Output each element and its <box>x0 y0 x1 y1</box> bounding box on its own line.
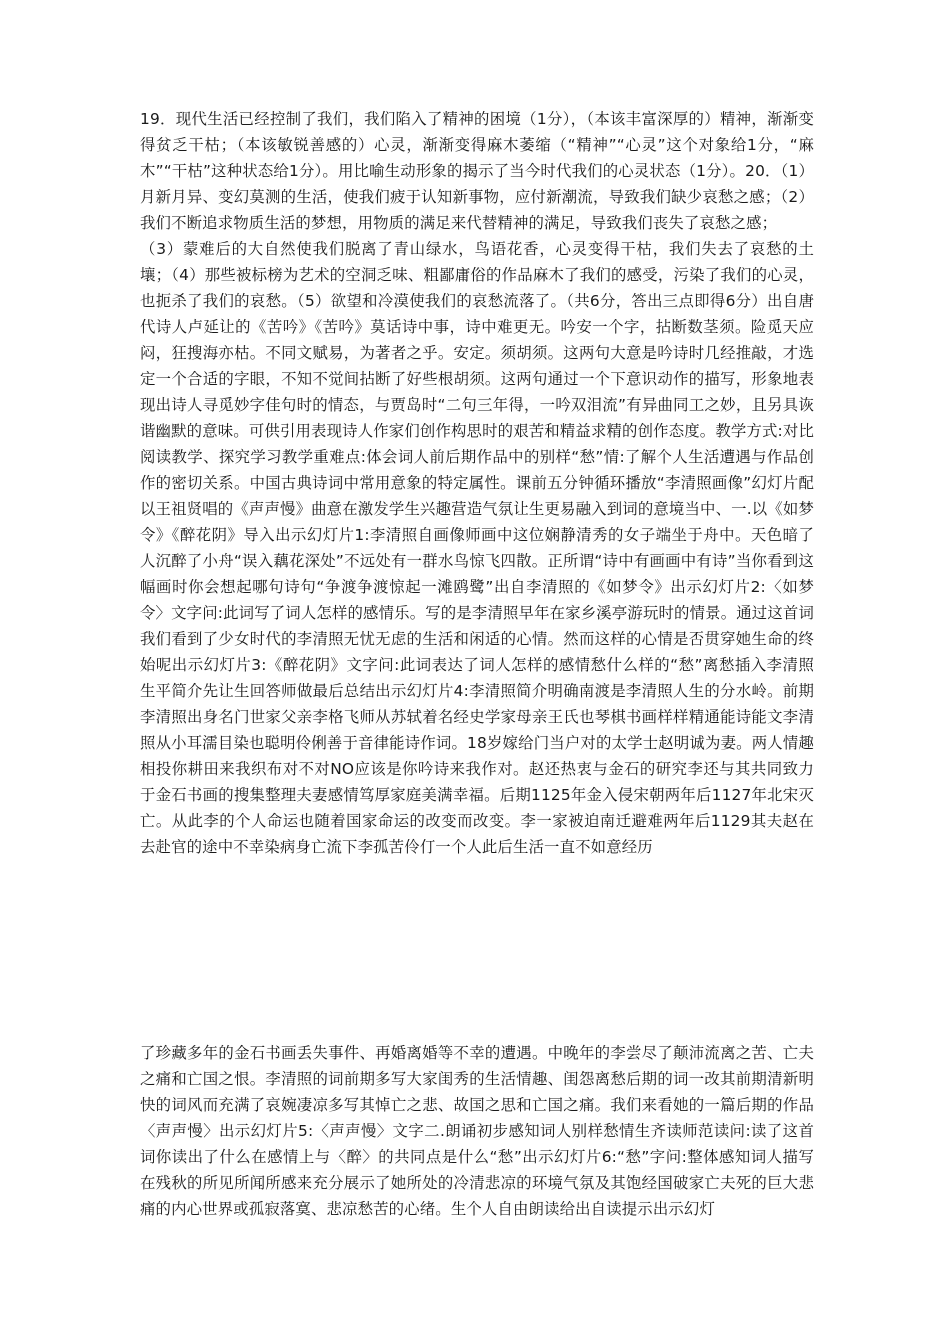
text-block-bottom <box>140 1040 814 1222</box>
paragraph-continuation: 了珍藏多年的金石书画丢失事件、再婚离婚等不幸的遭遇。中晚年的李尝尽了颠沛流离之苦、亡夫之痛和亡国之恨。李清照的词前期多写大家闺秀的生活情趣、闺怨离愁后期的词一改其前期清新明快的词风而充满了哀婉凄凉多写其悼亡之悲、故国之思和亡国之痛。我们来看她的一篇后期的作品〈声声慢〉出示幻灯片5:〈声声慢〉文字二.朗诵初步感知词人别样愁情生齐读师范读问:读了这首词你读出了什么在感情上与〈醉〉的共同点是什么“愁”出示幻灯片6:“愁”字问:整体感知词人描写在残秋的所见所闻所感来充分展示了她所处的冷清悲凉的环境气氛及其饱经国破家亡夫死的巨大悲痛的内心世界或孤寂落寞、悲凉愁苦的心绪。生个人自由朗读给出自读提示出示幻灯 <box>140 1044 814 1218</box>
paragraph-lesson: （3）蒙难后的大自然使我们脱离了青山绿水，鸟语花香，心灵变得干枯，我们失去了哀愁的土壤；（4）那些被标榜为艺术的空洞乏味、粗鄙庸俗的作品麻木了我们的感受，污染了我们的心灵，也扼杀了我们的哀愁。（5）欲望和冷漠使我们的哀愁流落了。（共6分，答出三点即得6分）出自唐代诗人卢延让的《苦吟》《苦吟》莫话诗中事，诗中难更无。吟安一个字，拈断数茎须。险觅天应闷，狂搜海亦枯。不同文赋易，为著者之乎。安定。须胡须。这两句大意是吟诗时几经推敲，才选定一个合适的字眼，不知不觉间拈断了好些根胡须。这两句通过一个下意识动作的描写，形象地表现出诗人寻觅妙字佳句时的情态，与贾岛时“二句三年得，一吟双泪流”有异曲同工之妙，且另具诙谐幽默的意味。可供引用表现诗人作家们创作构思时的艰苦和精益求精的创作态度。教学方式:对比阅读教学、探究学习教学重难点:体会词人前后期作品中的别样“愁”情:了解个人生活遭遇与作品创作的密切关系。中国古典诗词中常用意象的特定属性。课前五分钟循环播放“李清照画像”幻灯片配以王祖贤唱的《声声慢》曲意在激发学生兴趣营造气氛让生更易融入到词的意境当中、一.以《如梦令》《醉花阴》导入出示幻灯片1:李清照自画像师画中这位娴静清秀的女子端坐于舟中。天色暗了人沉醉了小舟“误入藕花深处”不远处有一群水鸟惊飞四散。正所谓“诗中有画画中有诗”当你看到这幅画时你会想起哪句诗句“争渡争渡惊起一滩鸥鹭”出自李清照的《如梦令》出示幻灯片2:〈如梦令〉文字问:此词写了词人怎样的感情乐。写的是李清照早年在家乡溪亭游玩时的情景。通过这首词我们看到了少女时代的李清照无忧无虑的生活和闲适的心情。然而这样的心情是否贯穿她生命的终始呢出示幻灯片3:《醉花阴》文字问:此词表达了词人怎样的感情愁什么样的“愁”离愁插入李清照生平简介先让生回答师做最后总结出示幻灯片4:李清照简介明确南渡是李清照人生的分水岭。前期李清照出身名门世家父亲李格飞师从苏轼着名经史学家母亲王氏也琴棋书画样样精通能诗能文李清照从小耳濡目染也聪明伶俐善于音律能诗作词。18岁嫁给门当户对的太学士赵明诚为妻。两人情趣相投你耕田来我织布对不对NO应该是你吟诗来我作对。赵还热衷与金石的研究李还与其共同致力于金石书画的搜集整理夫妻感情笃厚家庭美满幸福。后期1125年金入侵宋朝两年后1127年北宋灭亡。从此李的个人命运也随着国家命运的改变而改变。李一家被迫南迁避难两年后1129其夫赵在去赴官的途中不幸染病身亡流下李孤苦伶仃一个人此后生活一直不如意经历 <box>140 240 814 856</box>
text-block-top <box>140 106 814 860</box>
paragraph-answers: 19．现代生活已经控制了我们，我们陷入了精神的困境（1分），（本该丰富深厚的）精神，渐渐变得贫乏干枯；（本该敏锐善感的）心灵，渐渐变得麻木萎缩（“精神”“心灵”这个对象给1分，“麻木”“干枯”这种状态给1分）。用比喻生动形象的揭示了当今时代我们的心灵状态（1分）。20．（1）月新月异、变幻莫测的生活，使我们疲于认知新事物，应付新潮流，导致我们缺少哀愁之感；（2）我们不断追求物质生活的梦想，用物质的满足来代替精神的满足，导致我们丧失了哀愁之感； <box>140 110 814 232</box>
